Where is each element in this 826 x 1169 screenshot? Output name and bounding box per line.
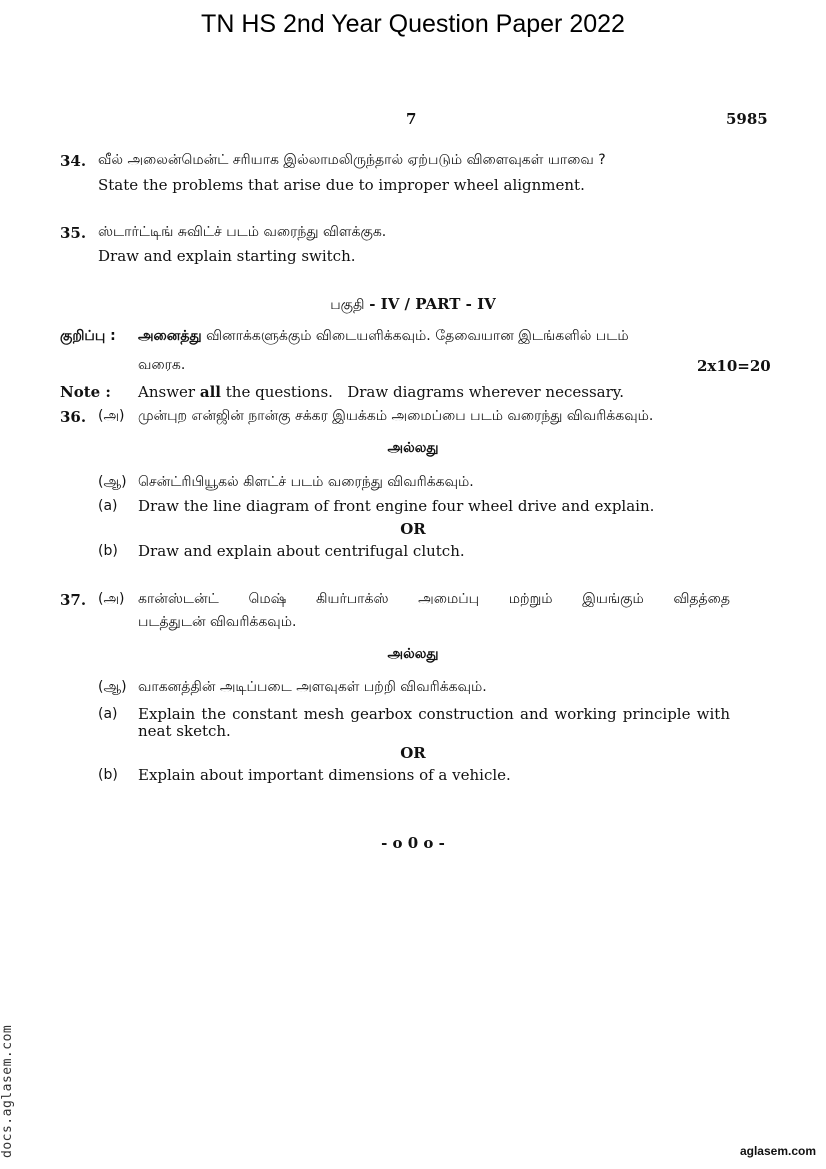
question-36-a-label: (a) <box>98 498 118 514</box>
page-number: 7 <box>406 110 417 128</box>
note-post: the questions. Draw diagrams wherever necessary. <box>225 383 625 401</box>
question-36-a-tamil: முன்புற என்ஜின் நான்கு சக்கர இயக்கம் அமைப்பை படம் வரைந்து விவரிக்கவும். <box>138 408 654 424</box>
question-37-or-tamil: அல்லது <box>387 646 439 662</box>
brand-footer: aglasem.com <box>739 1144 816 1158</box>
question-34-tamil: வீல் அலைன்மென்ட் சரியாக இல்லாமலிருந்தால் ஏற்படும் விளைவுகள் யாவை ? <box>98 152 606 168</box>
question-37-a-label-tamil: (அ) <box>98 591 125 607</box>
question-37-a-english-line-1: Explain the constant mesh gearbox construction and working principle with <box>138 705 730 723</box>
end-of-paper-mark: - o 0 o - <box>381 834 445 852</box>
question-37-b-english: Explain about important dimensions of a vehicle. <box>138 766 511 784</box>
instruction-tamil-rest: வினாக்களுக்கும் விடையளிக்கவும். தேவையான இடங்களில் படம் <box>206 328 629 344</box>
question-36-b-label-tamil: (ஆ) <box>98 474 127 490</box>
note-label: Note : <box>60 383 111 401</box>
question-37-or-english: OR <box>400 744 426 762</box>
question-37-b-tamil: வாகனத்தின் அடிப்படை அளவுகள் பற்றி விவரிக்கவும். <box>138 679 487 695</box>
question-35-english: Draw and explain starting switch. <box>98 247 356 265</box>
part-heading <box>0 295 826 315</box>
paper-code: 5985 <box>726 110 768 128</box>
instruction-tamil-bold: அனைத்து <box>138 328 202 344</box>
instruction-label-tamil: குறிப்பு : <box>60 328 116 344</box>
question-number-34: 34. <box>60 152 87 170</box>
question-36-a-label-tamil: (அ) <box>98 408 125 424</box>
question-36-b-english: Draw and explain about centrifugal clutch. <box>138 542 465 560</box>
part-heading-label: - IV / PART - IV <box>369 295 496 313</box>
question-37-a-tamil-line-2: படத்துடன் விவரிக்கவும். <box>138 614 297 630</box>
question-number-35: 35. <box>60 224 87 242</box>
question-37-b-label-tamil: (ஆ) <box>98 679 127 695</box>
question-36-or-tamil: அல்லது <box>387 440 439 456</box>
question-37-b-label: (b) <box>98 767 118 783</box>
question-37-a-label: (a) <box>98 706 118 722</box>
question-37-a-english-line-2: neat sketch. <box>138 722 231 740</box>
note-text <box>138 383 624 401</box>
instruction-tamil-line-2: வரைக. <box>138 357 186 373</box>
marks-allocation: 2x10=20 <box>697 357 771 375</box>
question-34-english: State the problems that arise due to improper wheel alignment. <box>98 176 585 194</box>
question-number-36: 36. <box>60 408 87 426</box>
question-36-b-label: (b) <box>98 543 118 559</box>
watermark-text: docs.aglasem.com <box>0 1024 15 1158</box>
page-title: TN HS 2nd Year Question Paper 2022 <box>201 10 625 38</box>
question-number-37: 37. <box>60 591 87 609</box>
question-36-or-english: OR <box>400 520 426 538</box>
note-pre: Answer <box>138 383 196 401</box>
instruction-tamil-line-1 <box>138 328 629 346</box>
question-37-a-tamil-line-1: கான்ஸ்டன்ட் மெஷ் கியர்பாக்ஸ் அமைப்பு மற்றும் இயங்கும் விதத்தை <box>138 591 730 607</box>
question-36-a-english: Draw the line diagram of front engine four wheel drive and explain. <box>138 497 655 515</box>
part-heading-tamil: பகுதி <box>330 297 365 313</box>
question-35-tamil: ஸ்டார்ட்டிங் சுவிட்ச் படம் வரைந்து விளக்குக. <box>98 224 387 240</box>
question-36-b-tamil: சென்ட்ரிபியூகல் கிளட்ச் படம் வரைந்து விவரிக்கவும். <box>138 474 474 490</box>
note-bold: all <box>199 383 221 401</box>
